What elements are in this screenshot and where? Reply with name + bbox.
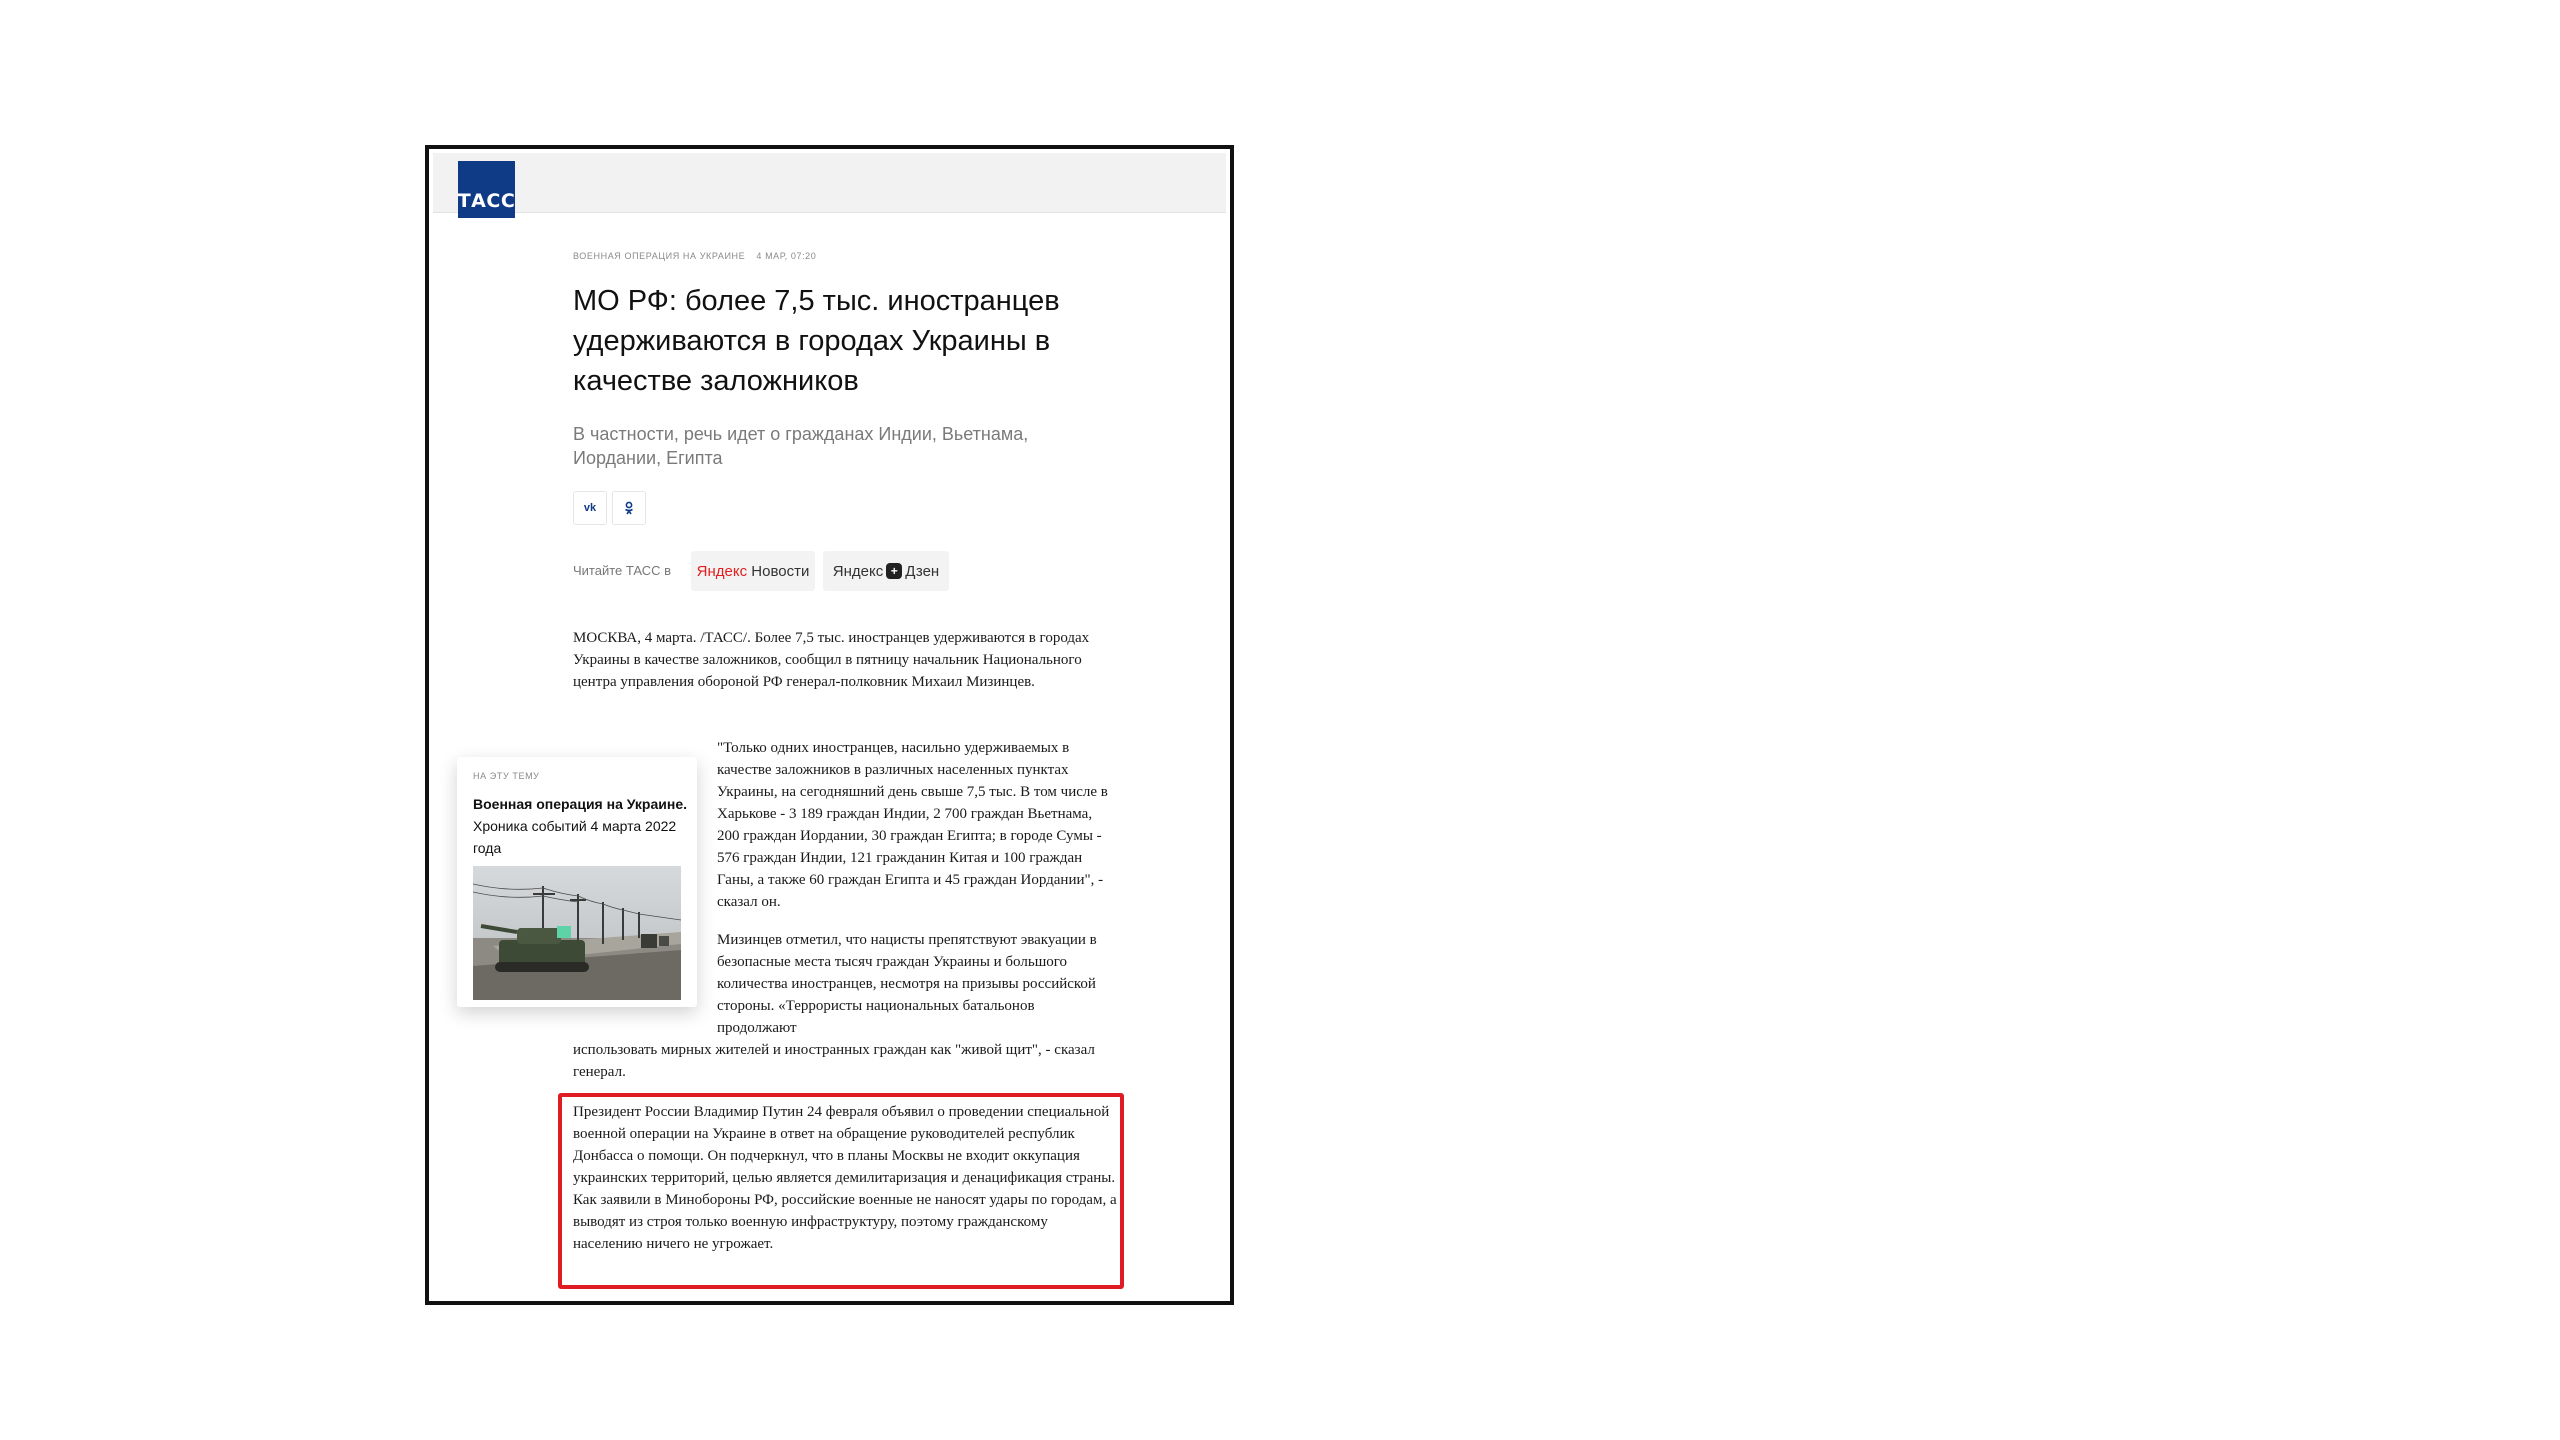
odnoklassniki-icon bbox=[624, 501, 634, 515]
tass-logo[interactable]: ТАСС bbox=[458, 161, 515, 218]
ok-share-button[interactable] bbox=[612, 491, 646, 525]
highlighted-paragraph: Президент России Владимир Путин 24 февраля объявил о проведении специальной военной операции на Украине в ответ на обращение руководителей республик Донбасса о помощи. Он подчеркнул, что в планы Москвы не входит оккупация украинских территорий, целью является демилитаризация и денацификация страны. Как заявили в Минобороны РФ, российские военные не наносят удары по городам, а выводят из строя только военную инфраструктуру, поэтому гражданскому населению ничего не угрожает. bbox=[573, 1104, 1117, 1252]
article-screenshot-frame bbox=[425, 145, 1234, 1305]
yandex-news-label: Новости bbox=[751, 562, 810, 580]
article-paragraph: МОСКВА, 4 марта. /ТАСС/. Более 7,5 тыс. иностранцев удерживаются в городах Украины в качестве заложников, сообщил в пятницу начальник Национального центра управления обороной РФ генерал-полковник Михаил Мизинцев. bbox=[573, 630, 1090, 690]
yandex-zen-label: Дзен bbox=[905, 562, 940, 580]
related-kicker: НА ЭТУ ТЕМУ bbox=[473, 771, 540, 781]
yandex-brand: Яндекс bbox=[832, 562, 884, 580]
site-header bbox=[433, 153, 1226, 213]
vk-share-button[interactable] bbox=[573, 491, 607, 525]
article-meta bbox=[573, 251, 816, 261]
read-in-label: Читайте ТАСС в bbox=[573, 563, 672, 578]
zen-icon: + bbox=[886, 563, 902, 579]
article-paragraph: "Только одних иностранцев, насильно удерживаемых в качестве заложников в различных населенных пунктах Украины, на сегодняшний день свыше 7,5 тыс. В том числе в Харькове - 3 189 граждан Индии, 2 700 граждан Вьетнама, 200 граждан Иордании, 30 граждан Египта; в городе Сумы - 576 граждан Индии, 121 гражданин Китая и 100 граждан Ганы, а также 60 граждан Египта и 45 граждан Иордании", - сказал он. bbox=[717, 740, 1108, 910]
yandex-news-button[interactable] bbox=[691, 551, 815, 591]
yandex-zen-button[interactable] bbox=[823, 551, 949, 591]
related-article-image bbox=[473, 866, 681, 1000]
article-title: МО РФ: более 7,5 тыс. иностранцев удерживаются в городах Украины в качестве заложников bbox=[573, 285, 1060, 397]
rubric-link[interactable]: ВОЕННАЯ ОПЕРАЦИЯ НА УКРАИНЕ bbox=[573, 251, 746, 261]
yandex-brand: Яндекс bbox=[696, 562, 748, 580]
related-subtitle: Хроника событий 4 марта 2022 года bbox=[473, 818, 677, 856]
related-title: Военная операция на Украине. bbox=[473, 796, 687, 812]
red-highlight-box bbox=[558, 1093, 1124, 1289]
article-lead: В частности, речь идет о гражданах Индии, Вьетнама, Иордании, Египта bbox=[573, 424, 1029, 468]
related-article-card[interactable] bbox=[457, 757, 697, 1007]
publish-date: 4 МАР, 07:20 bbox=[756, 251, 817, 261]
article-paragraph-continued: использовать мирных жителей и иностранных граждан как "живой щит", - сказал генерал. bbox=[573, 1042, 1095, 1080]
article-paragraph: Мизинцев отметил, что нацисты препятствуют эвакуации в безопасные места тысяч граждан Украины и большого количества иностранцев, несмотря на призывы российской стороны. «Террористы национальных батальонов продолжают bbox=[717, 932, 1097, 1036]
vk-icon: vk bbox=[583, 502, 597, 514]
